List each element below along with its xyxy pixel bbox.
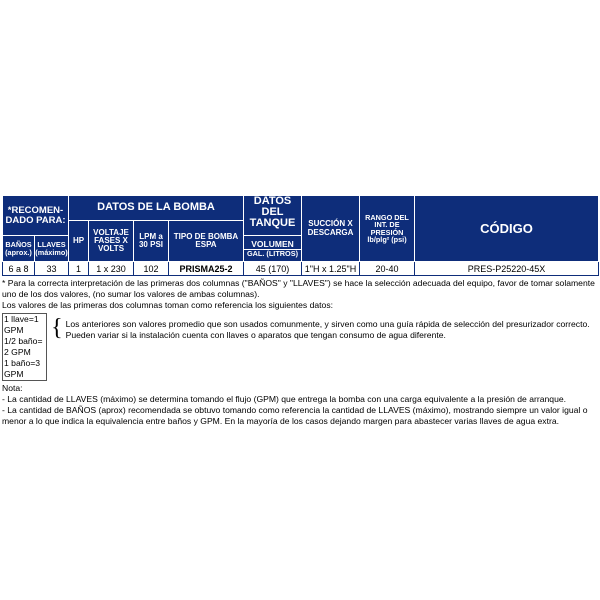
table-row (3, 262, 599, 276)
header-datos-tanque: DATOS DEL TANQUE (244, 196, 302, 236)
header-llaves: LLAVES (máximo) (35, 236, 69, 262)
header-galones: GAL. (LITROS) (246, 248, 299, 258)
cell-lpm: 102 (134, 262, 169, 276)
header-voltaje: VOLTAJE FASES X VOLTS (89, 221, 134, 262)
legend-item: 1 llave=1 GPM (4, 314, 39, 335)
header-volumen-label: VOLUMEN (244, 240, 301, 250)
cell-voltaje: 1 x 230 (89, 262, 134, 276)
cell-hp: 1 (69, 262, 89, 276)
header-banos: BAÑOS (aprox.) (3, 236, 35, 262)
header-codigo: CÓDIGO (415, 196, 599, 262)
note-banos: - La cantidad de BAÑOS (aprox) recomendada se obtuvo tomando como referencia la cantidad de LLAVES (máximo), mostrando siempre un valor igual o menor a lo que indica la equivalencia entre baños y GPM. En la mayoría de los casos dejando margen para abastecer varias llaves de agua extra. (2, 405, 588, 426)
legend-item: 1/2 baño= 2 GPM (4, 336, 43, 357)
legend-box (2, 313, 47, 381)
legend-item: 1 baño=3 GPM (4, 358, 41, 379)
note-llaves: - La cantidad de LLAVES (máximo) se determina tomando el flujo (GPM) que entrega la bomba con una carga equivalente a la presión de arranque. (2, 394, 567, 404)
note-reference: Los valores de las primeras dos columnas toman como referencia los siguientes datos: (2, 300, 334, 310)
cell-banos: 6 a 8 (3, 262, 35, 276)
header-tipo: TIPO DE BOMBA ESPA (169, 221, 244, 262)
cell-volumen: 45 (170) (244, 262, 302, 276)
header-rango-label: RANGO DEL INT. DE PRESIÓN (365, 212, 409, 237)
gpm-legend (2, 313, 598, 381)
note-label: Nota: (2, 383, 23, 393)
cell-llaves: 33 (35, 262, 69, 276)
header-recomendado: *RECOMEN-DADO PARA: (3, 196, 69, 236)
note-intro: * Para la correcta interpretación de las primeras dos columnas ("BAÑOS" y "LLAVES") se hace la selección adecuada del equipo, favor de tomar solamente uno de los dos valores, (no sumar los valores de ambas columnas). (2, 278, 595, 299)
header-volumen (244, 236, 302, 262)
legend-text: Los anteriores son valores promedio que son usados comunmente, y sirven como una guía rápida de selección del presurizador correcto. Pueden variar si la instalación cuenta con llaves o aparatos que tengan consumo de agua diferente. (65, 319, 590, 340)
header-hp: HP (69, 221, 89, 262)
spec-table (2, 195, 599, 276)
header-rango (360, 196, 415, 262)
cell-codigo: PRES-P25220-45X (415, 262, 599, 276)
header-lpm: LPM a 30 PSI (134, 221, 169, 262)
header-datos-bomba: DATOS DE LA BOMBA (69, 196, 244, 221)
header-rango-unit: lb/plg² (psi) (367, 234, 407, 244)
cell-tipo: PRISMA25-2 (169, 262, 244, 276)
notes-section (2, 278, 598, 427)
document-sheet (2, 195, 598, 427)
cell-rango: 20-40 (360, 262, 415, 276)
brace-icon: { (51, 315, 63, 341)
header-succion: SUCCIÓN X DESCARGA (302, 196, 360, 262)
cell-succion: 1"H x 1.25"H (302, 262, 360, 276)
